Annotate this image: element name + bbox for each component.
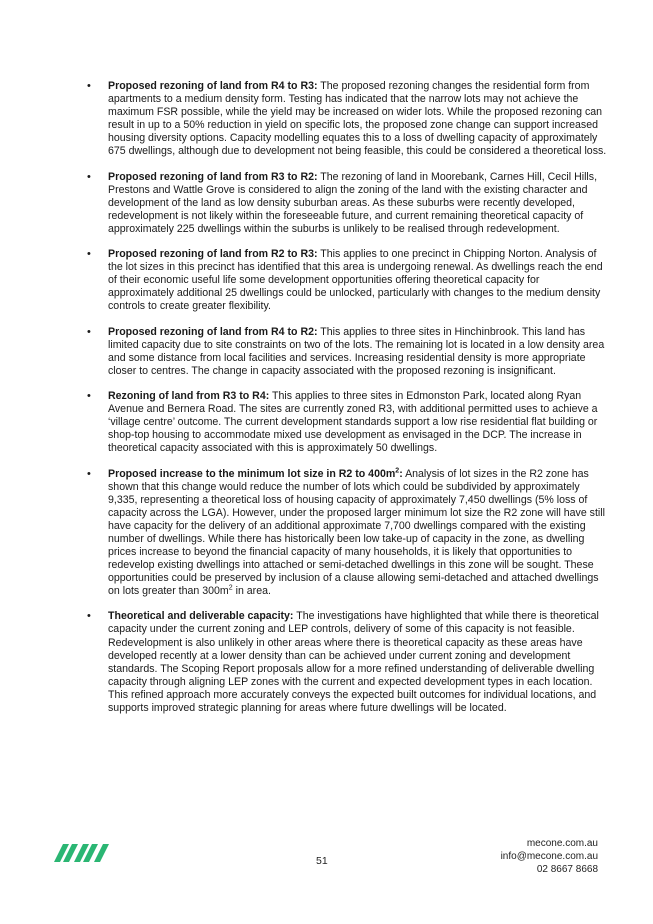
item-body: The proposed rezoning changes the residential form from apartments to a medium density form. Testing has indicated that the narrow lots may not achieve the maximum FSR possible, while the yield may be increased on wider lots. While the proposed rezoning can result in up to a 50% reduction in yield on specific lots, the proposed zone change can support increased housing diversity options. Capacity modelling equates this to a loss of dwelling capacity of approximately 675 dwellings, although due to development not being feasible, this could be considered a theoretical loss. bbox=[108, 80, 607, 158]
item-heading: Proposed rezoning of land from R2 to R3: bbox=[108, 248, 318, 261]
heading-text: Proposed increase to the minimum lot size in R2 to 400m bbox=[108, 467, 396, 480]
mecone-logo-icon bbox=[52, 838, 110, 868]
bullet-marker: • bbox=[87, 170, 91, 183]
list-item bbox=[87, 171, 607, 236]
bullet-marker: • bbox=[87, 390, 91, 403]
list-item bbox=[87, 610, 607, 714]
item-body: This applies to one precinct in Chipping Norton. Analysis of the lot sizes in this precinct has identified that this area is undergoing renewal. As dwellings reach the end of their economic useful life some development opportunities offering theoretical capacity for approximately additional 25 dwellings could be unlocked, particularly with changes to the medium density controls to create greater flexibility. bbox=[108, 248, 603, 313]
item-body-end: in area. bbox=[232, 585, 271, 598]
superscript: 2 bbox=[395, 467, 400, 475]
email-link[interactable]: info@mecone.com.au bbox=[500, 851, 598, 862]
bullet-list bbox=[87, 80, 607, 727]
item-heading: Proposed rezoning of land from R4 to R2: bbox=[108, 325, 318, 338]
item-body: The rezoning of land in Moorebank, Carnes Hill, Cecil Hills, Prestons and Wattle Grove is considered to align the zoning of the land with the existing character and development of the land as low density suburban areas. As these suburbs were recently developed, redevelopment is not likely within the foreseeable future, and current remaining theoretical capacity of approximately 225 dwellings within the suburbs is unlikely to be realised through redevelopment. bbox=[108, 170, 598, 235]
logo-shapes bbox=[54, 844, 109, 862]
list-item bbox=[87, 390, 607, 455]
heading-colon: : bbox=[399, 467, 403, 480]
superscript: 2 bbox=[228, 584, 233, 592]
item-body: Analysis of lot sizes in the R2 zone has shown that this change would reduce the number of lots which could be subdivided by approximately 9,335, representing a theoretical loss of housing capacity of approximately 7,450 dwellings (5% loss of capacity across the LGA). However, under the proposed larger minimum lot size the R2 zone will have still have capacity for the delivery of an additional approximate 7,700 dwellings compared with the existing number of dwellings. While there has historically been low take-up of capacity in the zone, as dwelling prices increase to beyond the financial capacity of many households, it is likely that opportunities to redevelop existing dwellings into attached or semi-detached dwellings in this zone will be sought. These opportunities could be preserved by inclusion of a clause allowing semi-detached and attached dwellings on lots greater than 300m bbox=[108, 467, 605, 598]
page-number: 51 bbox=[316, 855, 328, 867]
bullet-marker: • bbox=[87, 80, 91, 92]
bullet-marker: • bbox=[87, 325, 91, 338]
item-body: This applies to three sites in Edmonston Park, located along Ryan Avenue and Bernera Road. The sites are currently zoned R3, with additional permitted uses to achieve a ‘village centre’ outcome. The current development standards support a low rise residential flat building or shop-top housing to accommodate mixed use development as envisaged in the DCP. The increase in theoretical capacity associated with this is approximately 50 dwellings. bbox=[108, 390, 598, 455]
item-heading: Proposed rezoning of land from R3 to R2: bbox=[108, 170, 318, 183]
item-heading: Rezoning of land from R3 to R4: bbox=[108, 390, 270, 403]
item-heading bbox=[108, 468, 403, 480]
item-heading: Proposed rezoning of land from R4 to R3: bbox=[108, 80, 318, 92]
list-item bbox=[87, 326, 607, 378]
list-item bbox=[87, 80, 607, 158]
phone-number: 02 8667 8668 bbox=[536, 864, 598, 875]
footer-contact bbox=[501, 837, 598, 876]
website-link[interactable]: mecone.com.au bbox=[526, 838, 598, 849]
bullet-marker: • bbox=[87, 248, 91, 261]
list-item bbox=[87, 468, 607, 598]
item-heading: Theoretical and deliverable capacity: bbox=[108, 610, 294, 623]
bullet-marker: • bbox=[87, 610, 91, 623]
bullet-marker: • bbox=[87, 467, 91, 480]
item-body: This applies to three sites in Hinchinbrook. This land has limited capacity due to site constraints on two of the lots. The remaining lot is located in a low density area and some distance from local facilities and services. Increasing residential density is more appropriate closer to centres. The change in capacity associated with the proposed rezoning is insignificant. bbox=[108, 325, 605, 377]
item-body: The investigations have highlighted that while there is theoretical capacity under the current zoning and LEP controls, delivery of some of this capacity is not feasible. Redevelopment is also unlikely in other areas where there is theoretical capacity as these areas have developed recently at a lower density than can be achieved under current zoning and development standards. The Scoping Report proposals allow for a more refined understanding of deliverable dwelling capacity through aligning LEP zones with the current and expected development types in each location. This refined approach more accurately conveys the expected built outcomes for individual locations, and supports improved strategic planning for areas where future dwellings will be located. bbox=[108, 610, 599, 714]
list-item bbox=[87, 248, 607, 313]
